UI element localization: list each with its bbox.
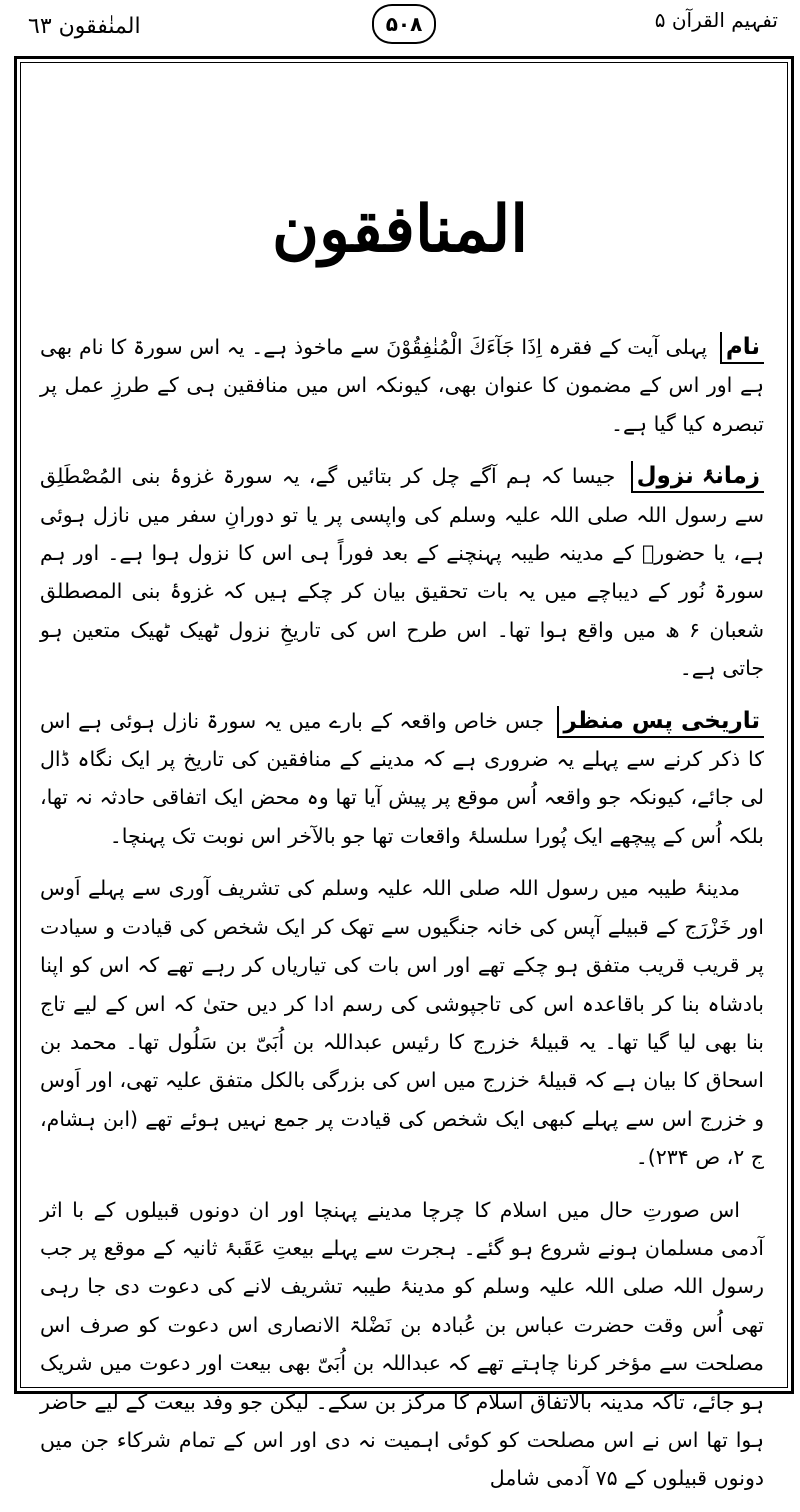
- section-label-name: نام: [720, 332, 764, 364]
- section-label-revelation-period: زمانۂ نزول: [631, 461, 764, 493]
- section-name: [40, 328, 764, 443]
- section-revelation-period: [40, 457, 764, 687]
- section-label-historical-background: تاریخی پس منظر: [557, 706, 764, 738]
- section-historical-background: [40, 702, 764, 856]
- surah-title: المنافقون: [271, 192, 529, 267]
- book-title: تفہیم القرآن ۵: [654, 8, 778, 32]
- section-text-name: پہلی آیت کے فقرہ اِذَا جَآءَكَ الْمُنٰفِقُوْنَ سے ماخوذ ہے۔ یہ اس سورۃ کا نام بھی ہے اور اس کے مضمون کا عنوان بھی، کیونکہ اس میں منافقین ہی کے طرزِ عمل پر تبصرہ کیا گیا ہے۔: [40, 335, 764, 436]
- section-text-historical-background: جس خاص واقعہ کے بارے میں یہ سورۃ نازل ہوئی ہے اس کا ذکر کرنے سے پہلے یہ ضروری ہے کہ مدینے کے منافقین کی تاریخ پر ایک نگاہ ڈال لی جائے، کیونکہ جو واقعہ اُس موقع پر پیش آیا تھا وہ محض ایک اتفاقی حادثہ نہ تھا، بلکہ اُس کے پیچھے ایک پُورا سلسلۂ واقعات تھا جو بالآخر اس نوبت تک پہنچا۔: [40, 708, 764, 848]
- paragraph-islam: اس صورتِ حال میں اسلام کا چرچا مدینے پہنچا اور ان دونوں قبیلوں کے با اثر آدمی مسلمان ہونے شروع ہو گئے۔ ہجرت سے پہلے بیعتِ عَقَبۂ ثانیہ کے موقع پر جب رسول اللہ صلی اللہ علیہ وسلم کو مدینۂ طیبہ تشریف لانے کی دعوت دی جا رہی تھی اُس وقت حضرت عباس بن عُبادہ بن نَضْلۃ الانصاری اس دعوت کو صرف اس مصلحت سے مؤخر کرنا چاہتے تھے کہ عبداللہ بن اُبَیّ بھی بیعت اور دعوت میں شریک ہو جائے، تاکہ مدینہ بالاتفاق اسلام کا مرکز بن سکے۔ لیکن جو وفد بیعت کے لیے حاضر ہوا تھا اس نے اس مصلحت کو کوئی اہمیت نہ دی اور اس کے تمام شرکاء جن میں دونوں قبیلوں کے ۷۵ آدمی شامل: [40, 1197, 764, 1491]
- page-number: ۵۰۸: [372, 4, 436, 44]
- page-body: [40, 328, 764, 1512]
- paragraph-madina: مدینۂ طیبہ میں رسول اللہ صلی اللہ علیہ وسلم کی تشریف آوری سے پہلے اَوس اور خَزْرَج کے قبیلے آپس کی خانہ جنگیوں سے تھک کر ایک شخص کی قیادت و سیادت پر قریب قریب متفق ہو چکے تھے اور اس بات کی تیاریاں کر رہے تھے کہ اس کو اپنا بادشاہ بنا کر باقاعدہ اس کی تاجپوشی کی رسم ادا کر دیں حتیٰ کہ اس کے لیے تاج بنا بھی لیا گیا تھا۔ یہ قبیلۂ خزرج کا رئیس عبداللہ بن اُبَیّ بن سَلُول تھا۔ محمد بن اسحاق کا بیان ہے کہ قبیلۂ خزرج میں اس کی بزرگی بالکل متفق علیہ تھی، اور اَوس و خزرج اس سے پہلے کبھی ایک شخص کی قیادت پر جمع نہیں ہوئے تھے (ابن ہشام، ج ۲، ص ۲۳۴)۔: [40, 876, 764, 1170]
- page-header: [0, 0, 800, 58]
- section-text-revelation-period: جیسا کہ ہم آگے چل کر بتائیں گے، یہ سورۃ غزوۂ بنی المُصْطَلِق سے رسول اللہ صلی اللہ علیہ وسلم کی واپسی پر یا تو دورانِ سفر میں نازل ہوئی ہے، یا حضورؐ کے مدینہ طیبہ پہنچنے کے بعد فوراً ہی اس کا نزول ہوا ہے۔ اور ہم سورۃ نُور کے دیباچے میں یہ بات تحقیق بیان کر چکے ہیں کہ غزوۂ بنی المصطلق شعبان ۶ ھ میں واقع ہوا تھا۔ اس طرح اس کی تاریخِ نزول ٹھیک ٹھیک متعین ہو جاتی ہے۔: [40, 464, 764, 681]
- surah-running-title: المنٰفقون ٦٣: [28, 14, 141, 39]
